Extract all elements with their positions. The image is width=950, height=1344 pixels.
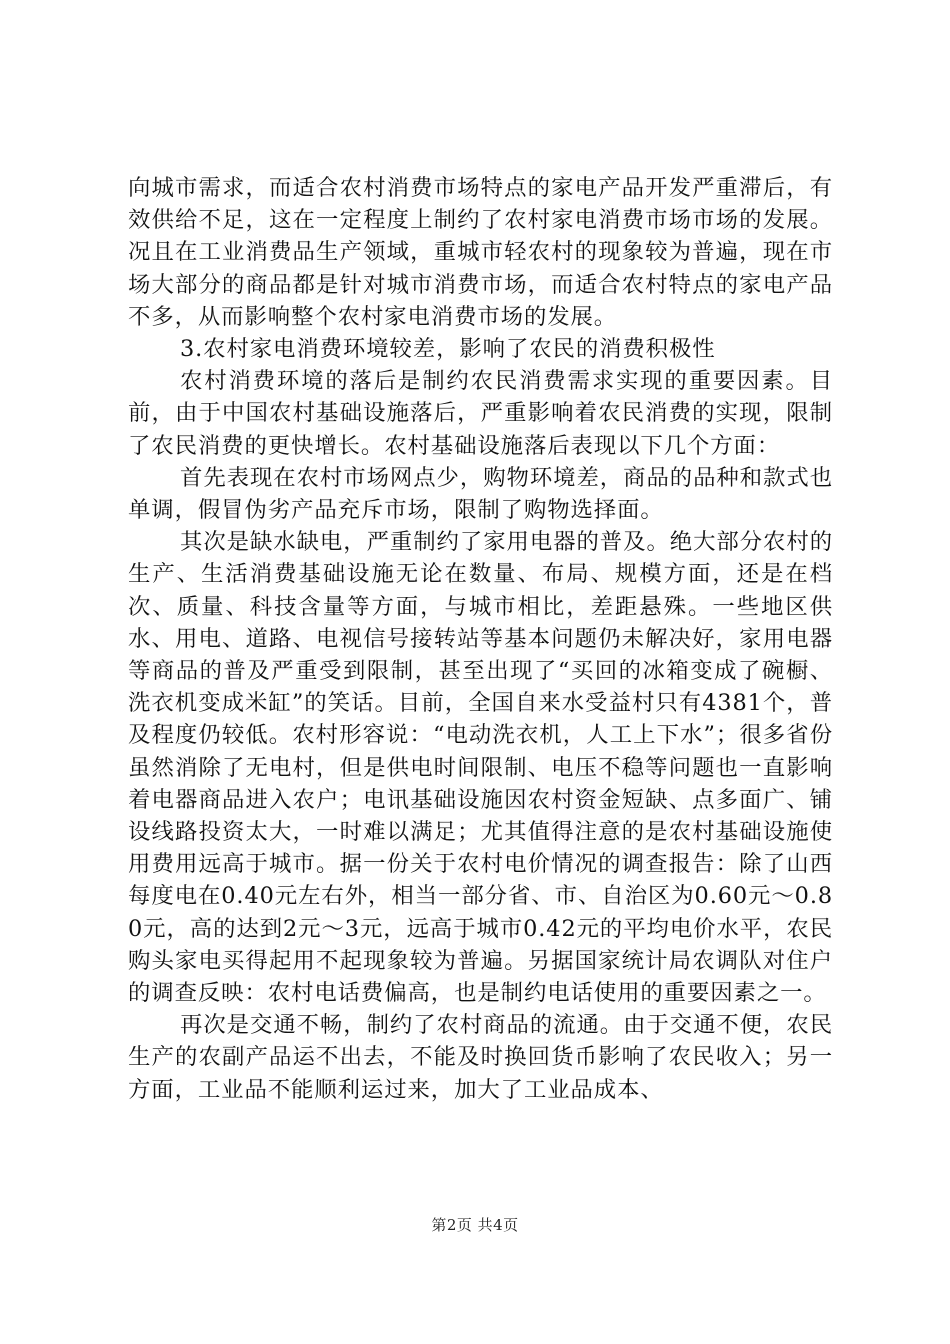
paragraph-1: 向城市需求，而适合农村消费市场特点的家电产品开发严重滞后，有效供给不足，这在一定程度上制约了农村家电消费市场市场的发展。况且在工业消费品生产领域，重城市轻农村的现象较为普遍，现在市场大部分的商品都是针对城市消费市场，而适合农村特点的家电产品不多，从而影响整个农村家电消费市场的发展。 [128,175,833,330]
paragraph-5: 其次是缺水缺电，严重制约了家用电器的普及。绝大部分农村的生产、生活消费基础设施无论在数量、布局、规模方面，还是在档次、质量、科技含量等方面，与城市相比，差距悬殊。一些地区供水、用电、道路、电视信号接转站等基本问题仍未解决好，家用电器等商品的普及严重受到限制，甚至出现了“买回的冰箱变成了碗橱、洗衣机变成米缸”的笑话。目前，全国自来水受益村只有4381个，普及程度仍较低。农村形容说：“电动洗衣机，人工上下水”；很多省份虽然消除了无电村，但是供电时间限制、电压不稳等问题也一直影响着电器商品进入农户；电讯基础设施因农村资金短缺、点多面广、铺设线路投资太大，一时难以满足；尤其值得注意的是农村基础设施使用费用远高于城市。据一份关于农村电价情况的调查报告：除了山西每度电在0.40元左右外，相当一部分省、市、自治区为0.60元～0.80元，高的达到2元～3元，远高于城市0.42元的平均电价水平，农民购头家电买得起用不起现象较为普遍。另据国家统计局农调队对住户的调查反映：农村电话费偏高，也是制约电话使用的重要因素之一。 [128,529,833,1007]
paragraph-4: 首先表现在农村市场网点少，购物环境差，商品的品种和款式也单调，假冒伪劣产品充斥市场，限制了购物选择面。 [128,464,833,524]
page-number-footer: 第2页 共4页 [431,1216,519,1234]
paragraph-2-heading: 3.农村家电消费环境较差，影响了农民的消费积极性 [180,336,716,363]
paragraph-6: 再次是交通不畅，制约了农村商品的流通。由于交通不便，农民生产的农副产品运不出去，不能及时换回货币影响了农民收入；另一方面，工业品不能顺利运过来，加大了工业品成本、 [128,1012,833,1103]
document-body [128,172,833,1106]
paragraph-3: 农村消费环境的落后是制约农民消费需求实现的重要因素。目前，由于中国农村基础设施落后，严重影响着农民消费的实现，限制了农民消费的更快增长。农村基础设施落后表现以下几个方面： [128,368,833,459]
